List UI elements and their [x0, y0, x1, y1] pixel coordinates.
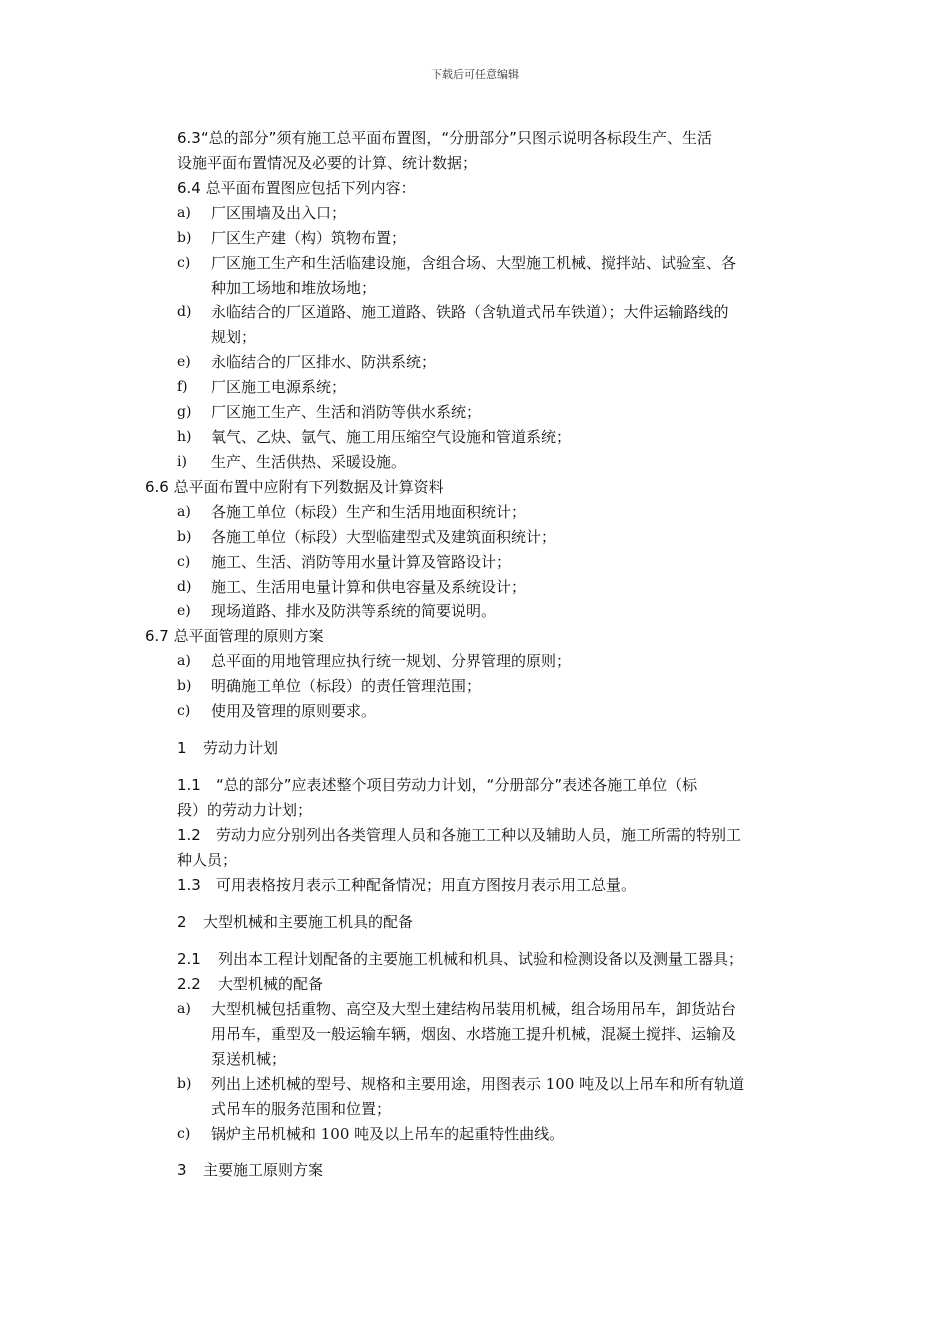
list-marker: h) — [177, 429, 192, 445]
list-marker: d) — [177, 579, 192, 595]
item-1-2-number: 1.2 — [177, 826, 201, 844]
list-marker: c) — [177, 703, 191, 719]
list-marker: a) — [177, 653, 191, 669]
section-2-title: 大型机械和主要施工机具的配备 — [203, 913, 414, 931]
list-item-2-2-c: 锅炉主吊机械和 100 吨及以上吊车的起重特性曲线。 — [211, 1125, 565, 1143]
list-item-6-4-i: 生产、生活供热、采暖设施。 — [211, 453, 407, 471]
list-marker: i) — [177, 454, 187, 470]
paragraph-6-6-heading: 6.6 总平面布置中应附有下列数据及计算资料 — [145, 478, 444, 496]
item-1-2-line-1: 劳动力应分别列出各类管理人员和各施工工种以及辅助人员，施工所需的特别工 — [216, 826, 742, 844]
list-item-6-4-a: 厂区围墙及出入口； — [211, 204, 347, 222]
list-item-6-4-g: 厂区施工生产、生活和消防等供水系统； — [211, 403, 482, 421]
list-item-6-6-e: 现场道路、排水及防洪等系统的简要说明。 — [211, 602, 497, 620]
list-item-6-4-c-line-1: 厂区施工生产和生活临建设施，含组合场、大型施工机械、搅拌站、试验室、各 — [211, 254, 737, 272]
list-marker: e) — [177, 603, 191, 619]
item-1-1-number: 1.1 — [177, 776, 201, 794]
item-2-2-number: 2.2 — [177, 975, 201, 993]
list-marker: g) — [177, 404, 192, 420]
list-item-2-2-b-line-2: 式吊车的服务范围和位置； — [211, 1100, 392, 1118]
item-1-1-line-2: 段）的劳动力计划； — [177, 801, 313, 819]
list-marker: c) — [177, 255, 191, 271]
list-marker: a) — [177, 1001, 191, 1017]
list-item-6-4-e: 永临结合的厂区排水、防洪系统； — [211, 353, 437, 371]
list-item-2-2-a-line-3: 泵送机械； — [211, 1050, 287, 1068]
list-item-6-6-b: 各施工单位（标段）大型临建型式及建筑面积统计； — [211, 528, 557, 546]
paragraph-6-7-heading: 6.7 总平面管理的原则方案 — [145, 627, 324, 645]
list-marker: b) — [177, 230, 192, 246]
section-1-number: 1 — [177, 739, 187, 757]
list-item-6-6-d: 施工、生活用电量计算和供电容量及系统设计； — [211, 578, 527, 596]
section-3-title: 主要施工原则方案 — [203, 1161, 324, 1179]
item-2-1-text: 列出本工程计划配备的主要施工机械和机具、试验和检测设备以及测量工器具； — [218, 950, 744, 968]
item-1-3-line-1: 可用表格按月表示工种配备情况；用直方图按月表示用工总量。 — [216, 876, 637, 894]
list-marker: a) — [177, 205, 191, 221]
section-2-number: 2 — [177, 913, 187, 931]
list-marker: e) — [177, 354, 191, 370]
list-item-2-2-a-line-1: 大型机械包括重物、高空及大型土建结构吊装用机械，组合场用吊车，卸货站台 — [211, 1000, 737, 1018]
paragraph-6-4-heading: 6.4 总平面布置图应包括下列内容： — [177, 179, 416, 197]
paragraph-6-3-line-1: 6.3“总的部分”须有施工总平面布置图，“分册部分”只图示说明各标段生产、生活 — [177, 129, 712, 147]
list-marker: c) — [177, 1126, 191, 1142]
list-marker: b) — [177, 529, 192, 545]
list-marker: c) — [177, 554, 191, 570]
list-item-6-4-b: 厂区生产建（构）筑物布置； — [211, 229, 407, 247]
list-item-6-6-a: 各施工单位（标段）生产和生活用地面积统计； — [211, 503, 527, 521]
list-marker: d) — [177, 304, 192, 320]
paragraph-6-3-line-2: 设施平面布置情况及必要的计算、统计数据； — [177, 154, 478, 172]
list-marker: b) — [177, 678, 192, 694]
list-marker: f) — [177, 379, 188, 395]
item-1-1-line-1: “总的部分”应表述整个项目劳动力计划，“分册部分”表述各施工单位（标 — [216, 776, 698, 794]
list-item-6-4-c-line-2: 种加工场地和堆放场地； — [211, 279, 377, 297]
list-marker: b) — [177, 1076, 192, 1092]
list-item-6-6-c: 施工、生活、消防等用水量计算及管路设计； — [211, 553, 512, 571]
list-item-6-7-a: 总平面的用地管理应执行统一规划、分界管理的原则； — [211, 652, 572, 670]
list-item-2-2-a-line-2: 用吊车，重型及一般运输车辆，烟囱、水塔施工提升机械，混凝土搅拌、运输及 — [211, 1025, 737, 1043]
list-item-6-4-h: 氧气、乙炔、氩气、施工用压缩空气设施和管道系统； — [211, 428, 572, 446]
list-item-6-7-c: 使用及管理的原则要求。 — [211, 702, 377, 720]
item-2-1-number: 2.1 — [177, 950, 201, 968]
section-3-number: 3 — [177, 1161, 187, 1179]
list-item-6-4-f: 厂区施工电源系统； — [211, 378, 347, 396]
list-item-6-7-b: 明确施工单位（标段）的责任管理范围； — [211, 677, 482, 695]
list-item-2-2-b-line-1: 列出上述机械的型号、规格和主要用途，用图表示 100 吨及以上吊车和所有轨道 — [211, 1075, 745, 1093]
list-item-6-4-d-line-2: 规划； — [211, 328, 257, 346]
section-1-title: 劳动力计划 — [203, 739, 279, 757]
list-item-6-4-d-line-1: 永临结合的厂区道路、施工道路、铁路（含轨道式吊车铁道）；大件运输路线的 — [211, 303, 729, 321]
page-header: 下载后可任意编辑 — [431, 68, 519, 81]
item-2-2-text: 大型机械的配备 — [218, 975, 324, 993]
item-1-3-number: 1.3 — [177, 876, 201, 894]
item-1-2-line-2: 种人员； — [177, 851, 238, 869]
list-marker: a) — [177, 504, 191, 520]
